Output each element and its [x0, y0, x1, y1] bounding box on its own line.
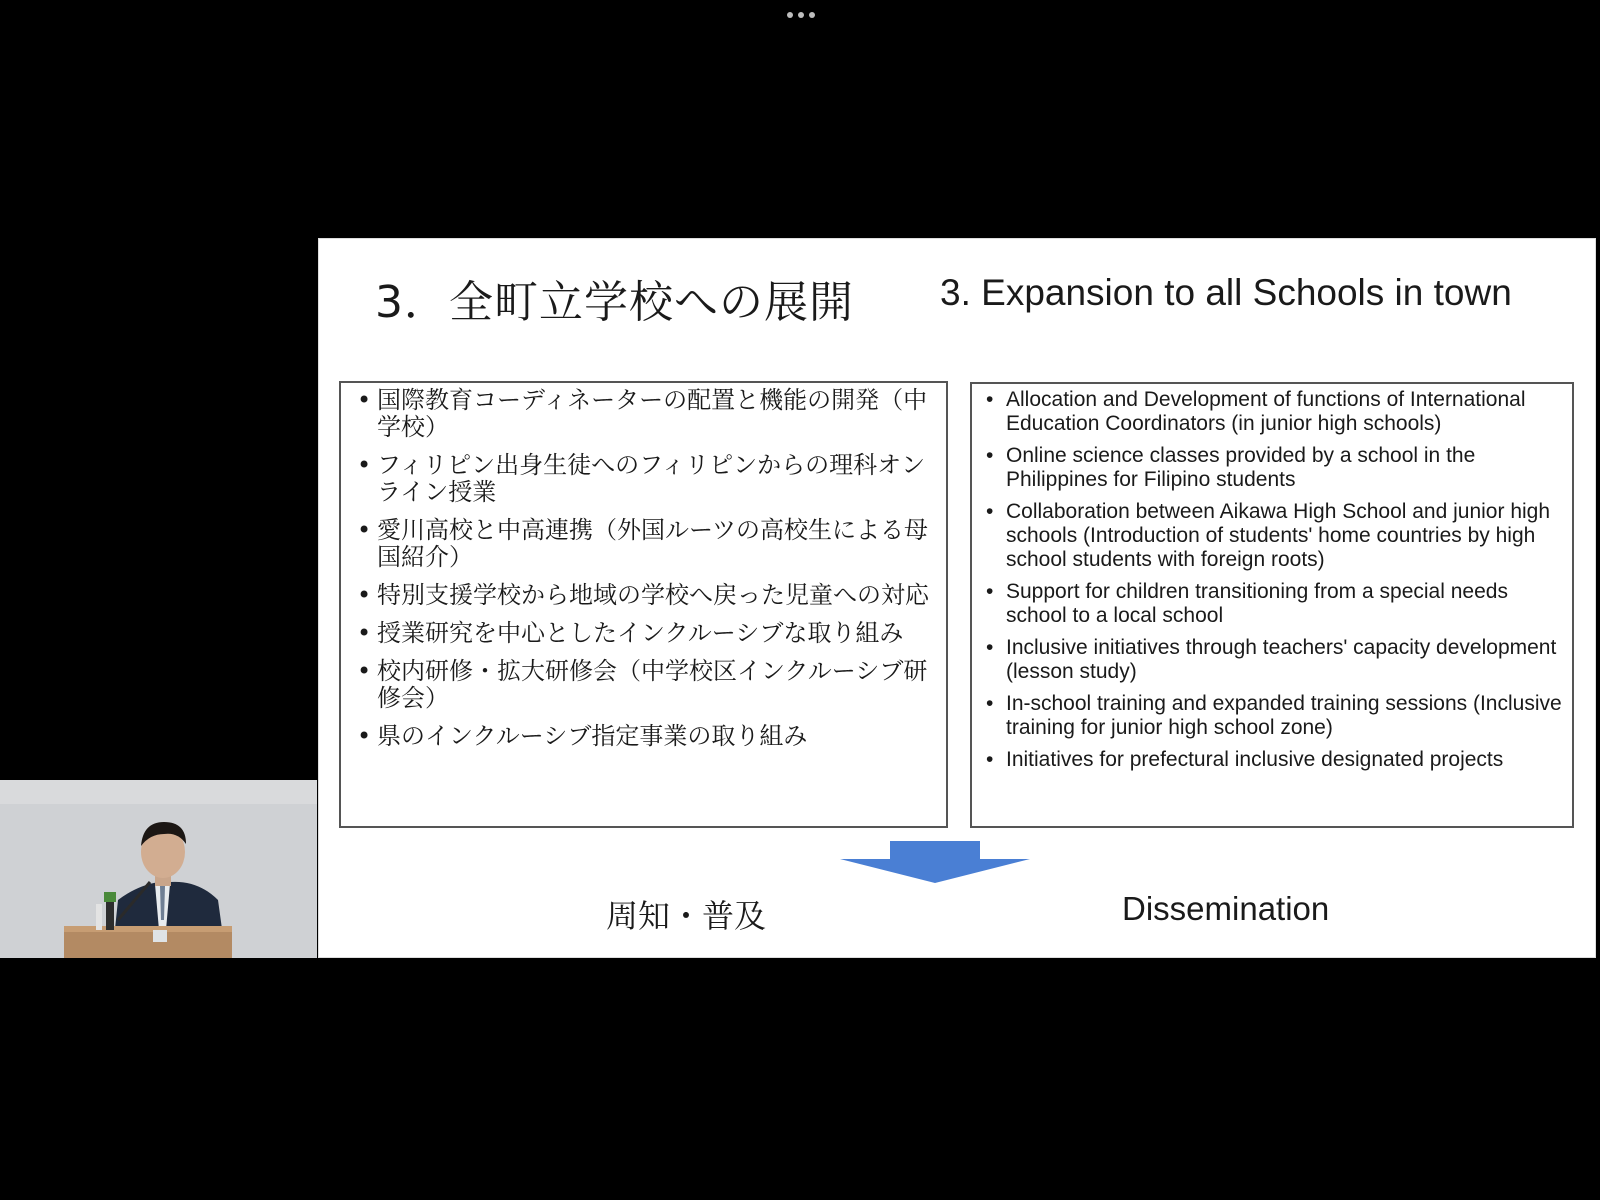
list-item: • フィリピン出身生徒へのフィリピンからの理科オンライン授業 [351, 452, 932, 506]
speaker-video-tile[interactable] [0, 780, 317, 958]
list-item: • 特別支援学校から地域の学校へ戻った児童への対応 [351, 582, 932, 609]
dissemination-label-en: Dissemination [1122, 890, 1330, 927]
list-item: • Inclusive initiatives through teachers' capacity development (lesson study) [980, 636, 1562, 684]
list-item: • 国際教育コーディネーターの配置と機能の開発（中学校） [351, 387, 932, 441]
list-item: • Allocation and Development of functions of International Education Coordinators (in junior high schools) [980, 388, 1562, 436]
dissemination-label-jp: 周知・普及 [606, 897, 767, 935]
list-item: • 校内研修・拡大研修会（中学校区インクルーシブ研修会） [351, 658, 932, 712]
list-item: • 授業研究を中心としたインクルーシブな取り組み [351, 620, 932, 647]
list-item: • Collaboration between Aikawa High School and junior high schools (Introduction of students' home countries by high school students with foreign roots) [980, 500, 1562, 572]
list-item: • Online science classes provided by a school in the Philippines for Filipino students [980, 444, 1562, 492]
shared-slide [318, 238, 1596, 958]
more-options-icon[interactable] [781, 6, 821, 24]
list-item: • 県のインクルーシブ指定事業の取り組み [351, 723, 932, 750]
jp-items-box [339, 381, 948, 828]
down-arrow-icon [840, 841, 1030, 883]
slide-title-jp: 3．全町立学校への展開 [375, 277, 854, 328]
list-item: • Initiatives for prefectural inclusive designated projects [980, 748, 1562, 772]
list-item: • 愛川高校と中高連携（外国ルーツの高校生による母国紹介） [351, 517, 932, 571]
slide-title-en: 3. Expansion to all Schools in town [940, 272, 1512, 313]
list-item: • In-school training and expanded training sessions (Inclusive training for junior high school zone) [980, 692, 1562, 740]
en-items-box [970, 382, 1574, 828]
list-item: • Support for children transitioning from a special needs school to a local school [980, 580, 1562, 628]
speaker-video-image [0, 780, 317, 958]
